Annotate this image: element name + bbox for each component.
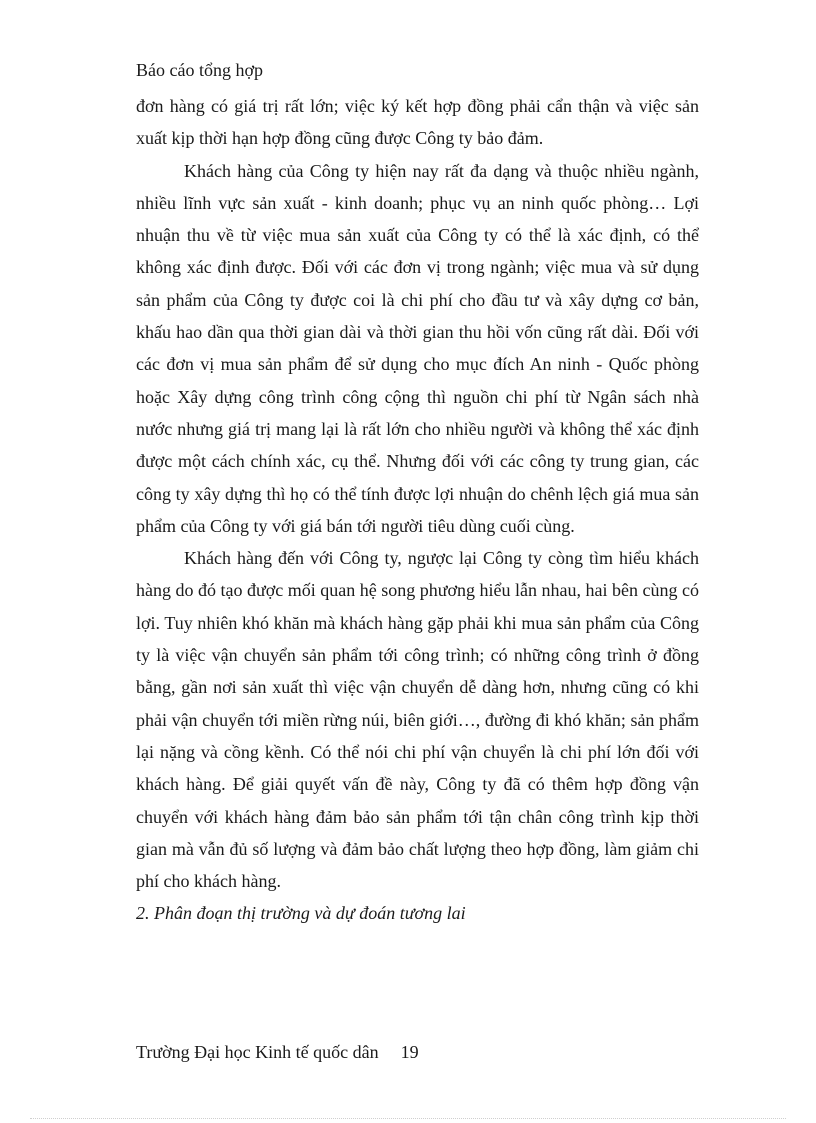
- body-text: [136, 90, 699, 930]
- page-header: Báo cáo tổng hợp: [136, 60, 263, 80]
- page-bottom-rule: [30, 1118, 786, 1119]
- paragraph-transport: Khách hàng đến với Công ty, ngược lại Công ty còng tìm hiểu khách hàng do đó tạo được mối quan hệ song phương hiểu lẫn nhau, hai bên cùng có lợi. Tuy nhiên khó khăn mà khách hàng gặp phải khi mua sản phẩm của Công ty là việc vận chuyển sản phẩm tới công trình; có những công trình ở đồng bằng, gần nơi sản xuất thì việc vận chuyển dễ dàng hơn, nhưng cũng có khi phải vận chuyển tới miền rừng núi, biên giới…, đường đi khó khăn; sản phẩm lại nặng và cồng kềnh. Có thể nói chi phí vận chuyển là chi phí lớn đối với khách hàng. Để giải quyết vấn đề này, Công ty đã có thêm hợp đồng vận chuyển với khách hàng đảm bảo sản phẩm tới tận chân công trình kịp thời gian mà vẫn đủ số lượng và đảm bảo chất lượng theo hợp đồng, làm giảm chi phí cho khách hàng.: [136, 548, 699, 892]
- paragraph-customers: Khách hàng của Công ty hiện nay rất đa dạng và thuộc nhiều ngành, nhiều lĩnh vực sản xuất - kinh doanh; phục vụ an ninh quốc phòng… Lợi nhuận thu về từ việc mua sản xuất của Công ty có thể là xác định, có thể không xác định được. Đối với các đơn vị trong ngành; việc mua và sử dụng sản phẩm của Công ty được coi là chi phí cho đầu tư và xây dựng cơ bản, khấu hao dần qua thời gian dài và thời gian thu hồi vốn cũng rất dài. Đối với các đơn vị mua sản phẩm để sử dụng cho mục đích An ninh - Quốc phòng hoặc Xây dựng công trình công cộng thì nguồn chi phí từ Ngân sách nhà nước nhưng giá trị mang lại là rất lớn cho nhiều người và không thể xác định được một cách chính xác, cụ thể. Nhưng đối với các công ty trung gian, các công ty xây dựng thì họ có thể tính được lợi nhuận do chênh lệch giá mua sản phẩm của Công ty với giá bán tới người tiêu dùng cuối cùng.: [136, 160, 699, 536]
- paragraph-continuation: đơn hàng có giá trị rất lớn; việc ký kết hợp đồng phải cẩn thận và việc sản xuất kịp thời hạn hợp đồng cũng được Công ty bảo đảm.: [136, 96, 699, 149]
- footer-institution: Trường Đại học Kinh tế quốc dân: [136, 1042, 379, 1062]
- page-number: 19: [400, 1042, 419, 1062]
- section-heading: 2. Phân đoạn thị trường và dự đoán tương lai: [136, 903, 466, 924]
- page-footer: [136, 1042, 419, 1063]
